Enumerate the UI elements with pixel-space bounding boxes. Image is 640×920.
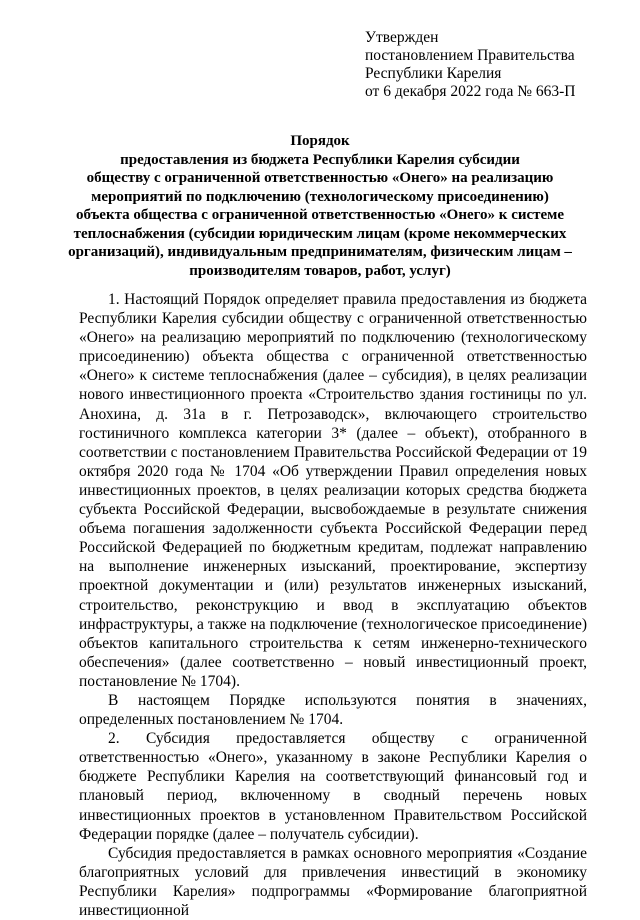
body-paragraph: 2. Субсидия предоставляется обществу с ограниченной ответственностью «Онего», указанному в законе Республики Карелия о бюджете Республики Карелия на соответствующий финансовый год и плановый период, включенному в сводный перечень новых инвестиционных проектов в установленном Правительством Российской Федерации порядке (далее – получатель субсидии). bbox=[79, 730, 587, 843]
body-paragraph: В настоящем Порядке используются понятия в значениях, определенных постановлением № 1704. bbox=[79, 691, 587, 729]
document-body bbox=[79, 290, 587, 920]
title-line: мероприятий по подключению (технологическому присоединению) bbox=[91, 188, 549, 205]
title-line: обществу с ограниченной ответственностью «Онего» на реализацию bbox=[86, 170, 554, 186]
approval-line: от 6 декабря 2022 года № 663-П bbox=[365, 83, 576, 100]
approval-line: Республики Карелия bbox=[365, 65, 502, 82]
title-line: Порядок bbox=[290, 133, 350, 149]
body-paragraph: 1. Настоящий Порядок определяет правила предоставления из бюджета Республики Карелия субсидии обществу с ограниченной ответственностью «Онего» на реализацию мероприятий по подключению (технологическому присоединению) объекта общества с ограниченной ответственностью «Онего» к системе теплоснабжения (далее – субсидия), в целях реализации нового инвестиционного проекта «Строительство здания гостиницы по ул. Анохина, д. 31а в г. Петрозаводск», включающего строительство гостиничного комплекса категории 3* (далее – объект), отобранного в соответствии с постановлением Правительства Российской Федерации от 19 октября 2020 года № 1704 «Об утверждении Правил определения новых инвестиционных проектов, в целях реализации которых средства бюджета субъекта Российской Федерации, высвобождаемые в результате снижения объема погашения задолженности субъекта Российской Федерации перед Российской Федерацией по бюджетным кредитам, подлежат направлению на выполнение инженерных изысканий, проектирование, экспертизу проектной документации и (или) результатов инженерных изысканий, строительство, реконструкцию и ввод в эксплуатацию объектов инфраструктуры, а также на подключение (технологическое присоединение) объектов капитального строительства к сетям инженерно-технического обеспечения» (далее соответственно – новый инвестиционный проект, постановление № 1704). bbox=[79, 291, 587, 690]
title-line: теплоснабжения (субсидии юридическим лицам (кроме некоммерческих bbox=[73, 225, 567, 242]
title-line: организаций), индивидуальным предпринимателям, физическим лицам – bbox=[68, 244, 572, 260]
approval-line: постановлением Правительства bbox=[365, 47, 575, 64]
document-title bbox=[62, 132, 578, 280]
title-line: объекта общества с ограниченной ответственностью «Онего» к системе bbox=[75, 207, 565, 223]
approval-stamp bbox=[365, 29, 635, 101]
body-paragraph: Субсидия предоставляется в рамках основного мероприятия «Создание благоприятных условий для привлечения инвестиций в экономику Республики Карелия» подпрограммы «Формирование благоприятной инвестиционной bbox=[79, 844, 587, 919]
title-line: предоставления из бюджета Республики Карелия субсидии bbox=[120, 151, 520, 168]
title-line: производителям товаров, работ, услуг) bbox=[189, 262, 451, 279]
approval-line: Утвержден bbox=[365, 29, 439, 46]
